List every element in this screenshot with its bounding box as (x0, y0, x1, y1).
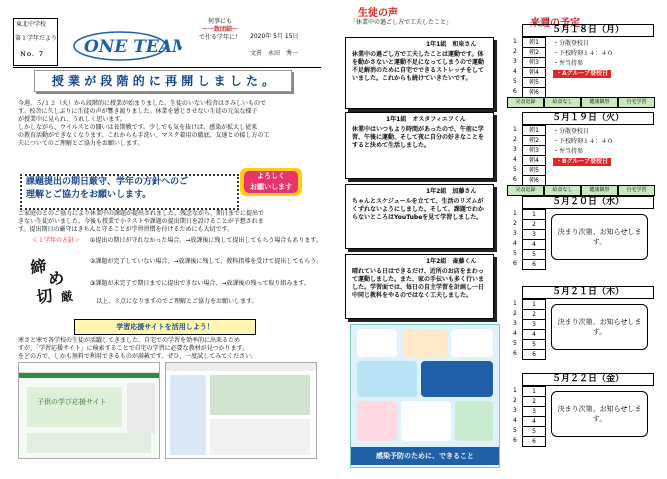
poster-panel (401, 401, 451, 441)
infection-prevention-poster (350, 324, 500, 468)
issue-date: 2020年 5月 15日 (250, 33, 299, 40)
period-cell: 2 (522, 396, 546, 407)
schedule-heading: 来週の予定 (530, 18, 580, 29)
intro-line: しかしながら、ウイルスとの闘いは長期戦です。少しでも気を抜けば、感染が拡大し従来 (18, 124, 258, 131)
period-cell: 2 (522, 219, 546, 230)
intro-line: の教育活動ができなくなります。これからも手洗い、マスク着用の徹底、友達との接し方の工 (18, 132, 270, 139)
period-cell: 朝5 (522, 165, 546, 176)
poster-panel (357, 361, 417, 397)
poster-panel (455, 401, 493, 441)
schedule-bottom-cell: 健康観察 (581, 185, 618, 196)
intro-line: す。校舎に久しぶりに生徒の声が響き渡りました。休業を感じさせない生徒の元気な様子 (18, 108, 258, 115)
author: 文責 永田 秀一 (250, 50, 299, 57)
period-number: 5 (513, 427, 517, 434)
period-number: 2 (513, 220, 517, 227)
period-number: 5 (513, 166, 517, 173)
period-number: 6 (513, 176, 517, 183)
period-cell: 5 (522, 339, 546, 350)
section2-title-2: 理解とご協力をお願いします。 (26, 190, 152, 200)
header-divider (13, 67, 321, 68)
site2-hero (210, 375, 310, 415)
policy-label: ＜１学年の方針＞ (32, 237, 81, 244)
period-cell: 6 (522, 259, 546, 270)
schedule-bottom-cell: 給食なし (544, 97, 581, 108)
period-number: 2 (513, 310, 517, 317)
issue-label: 第１学年だより (15, 35, 58, 42)
period-number: 5 (513, 78, 517, 85)
period-number: 6 (513, 260, 517, 267)
deadline-stamp (30, 248, 82, 306)
site2-content (210, 419, 310, 455)
schedule-day-title: ５月１８日（月） (522, 24, 654, 37)
period-cell: 1 (522, 299, 546, 310)
site-topbar (19, 363, 159, 373)
voice-card (345, 254, 494, 319)
period-cell: 4 (522, 329, 546, 340)
period-number: 5 (513, 340, 517, 347)
period-cell: 3 (522, 229, 546, 240)
period-cell: 朝6 (522, 87, 546, 98)
school-name: 東北中学校 (16, 21, 47, 28)
schedule-note: ・分散登校日 (553, 128, 590, 135)
period-cell: 朝4 (522, 67, 546, 78)
svg-text:厳: 厳 (59, 288, 74, 305)
intro-line: 今週、５/１２（火）から段階的に授業が始まりました。生徒のいない校舎はさみしいもので (18, 100, 267, 107)
period-number: 2 (513, 397, 517, 404)
period-cell: 6 (522, 349, 546, 360)
undecided-notice: 決まり次第、お知らせします。 (551, 304, 648, 350)
period-number: 3 (513, 58, 517, 65)
schedule-note: ・分散登校日 (553, 40, 590, 47)
policy-1: ①提出の期日が守れなかった場合、→放課後に残して提出してもらう場合もあります。 (90, 237, 322, 244)
period-cell: 朝4 (522, 155, 546, 166)
voice-tag: 1年2組 加藤さん (426, 188, 477, 195)
schedule-day-title: ５月２２日（金） (522, 373, 654, 386)
section2-title-box (20, 174, 239, 210)
study-site-text (18, 337, 318, 361)
period-cell: 4 (522, 239, 546, 250)
period-number: 1 (513, 38, 517, 45)
period-number: 1 (513, 387, 517, 394)
svg-text:切: 切 (35, 285, 54, 306)
period-number: 6 (513, 437, 517, 444)
schedule-bottom-cell: 自宅学習 (618, 185, 655, 196)
period-cell: 2 (522, 309, 546, 320)
main-title: 授 業 が 段 階 的 に 再 開 し ま し た 。 (51, 74, 275, 88)
website-screenshot-1 (18, 362, 160, 459)
schedule-note: ・弁当持参 (553, 148, 584, 155)
period-cell: 朝5 (522, 77, 546, 88)
voice-card (345, 112, 494, 179)
voice-text: 休業中はいつもより時間があったので、午前に学習、午後に運動、そして夜に自分の好きなことをすると決めて生活しました。 (352, 126, 485, 149)
period-number: 4 (513, 156, 517, 163)
motto-line-2: 〜一致団結〜 (201, 26, 238, 33)
period-cell: 朝3 (522, 57, 546, 68)
intro-paragraph (18, 100, 318, 148)
yoroshiku-badge (240, 168, 302, 196)
schedule-note: ・Bグループ登校日 (553, 158, 611, 166)
period-cell: 朝6 (522, 175, 546, 186)
site-navbar (19, 373, 159, 378)
schedule-day-title: ５月２１日（木） (522, 286, 654, 299)
undecided-notice: 決まり次第、お知らせします。 (551, 391, 648, 437)
motto-line-3: で仕る学年に！ (198, 34, 241, 41)
period-number: 3 (513, 230, 517, 237)
period-cell: 5 (522, 249, 546, 260)
poster-panel (357, 329, 397, 357)
period-number: 2 (513, 48, 517, 55)
schedule-bottom-cell: 自宅学習 (618, 97, 655, 108)
period-cell: 5 (522, 426, 546, 437)
period-cell: 3 (522, 319, 546, 330)
period-cell: 朝1 (522, 125, 546, 136)
study-site-title: 学習応援サイトを活用しよう！ (116, 323, 214, 331)
policy-4: 以上、３点になりますのでご理解とご協力をお願いします。 (96, 298, 258, 305)
voice-tag: 1年2組 斎藤くん (426, 258, 477, 265)
site-sidebar (127, 383, 155, 433)
schedule-day-title: ５月２０日（水） (522, 196, 654, 209)
schedule-bottom-cell: 給食なし (544, 185, 581, 196)
voice-text: 晴れている日はできるだけ、近所のお店をまわって運動しました。また、家の手伝いも多く行いました。学習面では、毎日の自主学習を計画し一日中同じ教科をやるのではなく工夫しました。 (352, 268, 485, 299)
section2-line: す。提出期日の厳守はきちんと守ることが学習習慣を付けるためにも大切です。 (18, 226, 234, 233)
schedule-bottom-cell: 完食記録 (507, 97, 544, 108)
period-number: 2 (513, 136, 517, 143)
period-cell: 4 (522, 416, 546, 427)
voice-tag: 1年1組 オスタフィエフくん (386, 116, 466, 123)
schedule-note: ・弁当持参 (553, 60, 584, 67)
policy-2: ②課題が完了していない場合、→放課後に残して、教科指導を受けて提出してもらう。 (90, 258, 323, 265)
voice-card (345, 184, 494, 249)
site-footer-links (27, 433, 151, 453)
svg-text:め: め (46, 267, 66, 290)
period-number: 4 (513, 240, 517, 247)
section2-title-1: 課題提出の期日厳守、学年の方針へのご (26, 177, 189, 187)
period-number: 3 (513, 320, 517, 327)
poster-panel (403, 329, 447, 357)
period-cell: 朝2 (522, 135, 546, 146)
period-cell: 1 (522, 386, 546, 397)
study-site-line: すが、「学習応援サイト」に検索することで自宅の学習に必要な教材が見つかります。 (18, 345, 249, 352)
svg-text:締: 締 (30, 256, 48, 278)
header-info-box (13, 18, 58, 66)
period-number: 1 (513, 126, 517, 133)
period-number: 4 (513, 68, 517, 75)
study-site-line: をどの方で、しかも無料で利用できるものが満載です。ぜひ、一度試してみてください。 (18, 353, 258, 360)
section2-line: きない生徒がいました。今後も授業で小テストや課題の提出期日を設けることが予想されま (18, 218, 264, 225)
poster-panel (421, 361, 493, 397)
website-screenshot-2 (165, 362, 317, 459)
period-number: 1 (513, 300, 517, 307)
voice-text: ちゃんとスケジュールを立てて、生活のリズムがくずれないようにしました。そして、課題でわからないところはYouTubeを見て学習しました。 (352, 198, 484, 221)
section2-line: ご家庭のとのご協力により休業中の課題が提出されました。残念ながら、期日までに提出で (18, 210, 265, 217)
period-number: 6 (513, 350, 517, 357)
period-number: 3 (513, 407, 517, 414)
undecided-notice: 決まり次第、お知らせします。 (551, 214, 648, 260)
badge-inner: よろしく お願いします (244, 171, 298, 193)
site-hero (27, 387, 122, 427)
policy-3: ③課題が未完了で期日までに提出できない場合、→放課後の残って取り組みます。 (90, 280, 310, 287)
voices-subheading: 「休業中の過ごし方で工夫したこと」 (350, 19, 453, 26)
voice-tag: 1年1組 和泉さん (426, 41, 477, 48)
issue-number: Ｎｏ．７ (20, 51, 45, 58)
period-number: 4 (513, 417, 517, 424)
schedule-bottom-cell: 健康観察 (581, 97, 618, 108)
period-cell: 朝1 (522, 37, 546, 48)
section2-body (18, 210, 318, 234)
schedule-bottom-cell: 完食記録 (507, 185, 544, 196)
period-number: 5 (513, 250, 517, 257)
voice-card (345, 37, 494, 109)
motto-line-1: 何事にも (207, 18, 232, 25)
main-title-box (34, 70, 292, 92)
one-team-logo (72, 26, 182, 62)
period-number: 1 (513, 210, 517, 217)
intro-line: 夫についてのご理解とご協力をお願いします。 (18, 140, 144, 147)
logo-text: ONE TEAM (84, 37, 182, 57)
period-number: 4 (513, 330, 517, 337)
poster-caption: 感染予防のために、できること (351, 447, 499, 465)
voice-text: 休業中の過ごし方で工夫したことは運動です。体を動かさないと運動不足になってしまうので運動不足解消のために自宅でできるストレッチをしていました。これからも続けていきたいです。 (352, 51, 485, 82)
study-site-banner (74, 319, 256, 335)
period-number: 6 (513, 88, 517, 95)
schedule-note: ・下校時刻１４：４０ (553, 138, 614, 145)
schedule-day-title: ５月１９日（火） (522, 112, 654, 125)
schedule-note: ・Aグループ登校日 (553, 70, 611, 78)
poster-panel (451, 329, 493, 357)
period-cell: 朝3 (522, 145, 546, 156)
site-hero-title: 子供の学び応援サイト (37, 398, 107, 406)
period-cell: 1 (522, 209, 546, 220)
schedule-note: ・下校時刻１４：４０ (553, 50, 614, 57)
intro-line: が授業中に見られ、うれしく思います。 (18, 116, 126, 123)
site2-topbar (166, 363, 316, 371)
period-cell: 6 (522, 436, 546, 447)
poster-panel (357, 401, 397, 441)
study-site-line: 寒さと寒で各学校の生徒が活躍してきました。自宅での学習を効率的に出来るため (18, 337, 241, 344)
motto-block (195, 18, 245, 42)
period-cell: 3 (522, 406, 546, 417)
period-number: 3 (513, 146, 517, 153)
voices-heading: 生徒の声 (358, 8, 398, 19)
period-cell: 朝2 (522, 47, 546, 58)
site2-sidebar (170, 375, 206, 455)
